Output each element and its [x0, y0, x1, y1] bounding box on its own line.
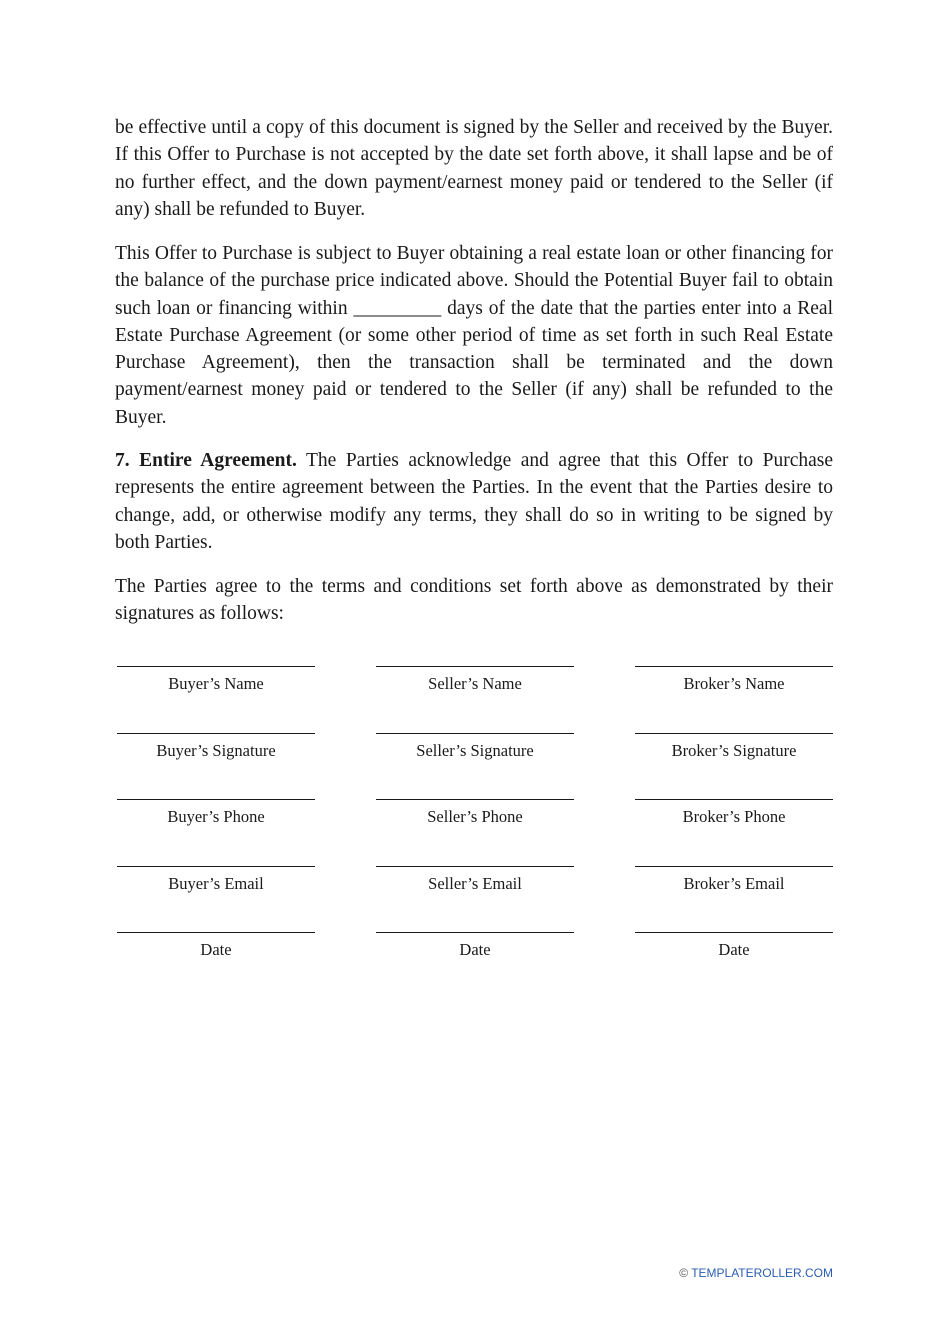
signature-line	[376, 799, 574, 800]
seller-name-field[interactable]	[376, 666, 574, 694]
buyer-name-field[interactable]	[117, 666, 315, 694]
signature-label: Buyer’s Signature	[156, 741, 276, 760]
paragraph-entire-agreement	[115, 447, 833, 556]
seller-email-field[interactable]	[376, 866, 574, 894]
signature-label: Seller’s Signature	[416, 741, 534, 760]
signature-label: Seller’s Phone	[427, 807, 523, 826]
buyer-date-field[interactable]	[117, 932, 315, 960]
signature-line	[376, 866, 574, 867]
signature-label: Seller’s Email	[428, 874, 522, 893]
signature-label: Seller’s Name	[428, 674, 522, 693]
signature-label: Buyer’s Name	[168, 674, 264, 693]
paragraph-offer-lapse: be effective until a copy of this document is signed by the Seller and received by the Buyer. If this Offer to Purchase is not accepted by the date set forth above, it shall lapse and be of no further effect, and the down payment/earnest money paid or tendered to the Seller (if any) shall be refunded to Buyer.	[115, 117, 833, 220]
signature-label: Date	[718, 940, 750, 959]
entire-agreement-body: The Parties acknowledge and agree that this Offer to Purchase represents the entire agreement between the Parties. In the event that the Parties desire to change, add, or otherwise modify any terms, they shall do so in writing to be signed by both Parties.	[115, 450, 833, 553]
signature-line	[376, 733, 574, 734]
signature-line	[635, 733, 833, 734]
signature-line	[376, 666, 574, 667]
footer-brand-link[interactable]: TEMPLATEROLLER.COM	[691, 1266, 833, 1280]
signature-line	[635, 666, 833, 667]
paragraph-signatures-intro: The Parties agree to the terms and conditions set forth above as demonstrated by their signatures as follows:	[115, 576, 833, 625]
signature-line	[117, 733, 315, 734]
broker-phone-field[interactable]	[635, 799, 833, 827]
signature-line	[117, 932, 315, 933]
broker-date-field[interactable]	[635, 932, 833, 960]
signature-label: Broker’s Signature	[671, 741, 797, 760]
seller-signature-field[interactable]	[376, 733, 574, 761]
buyer-email-field[interactable]	[117, 866, 315, 894]
broker-name-field[interactable]	[635, 666, 833, 694]
signature-line	[117, 866, 315, 867]
paragraph-financing-contingency: This Offer to Purchase is subject to Buyer obtaining a real estate loan or other financing for the balance of the purchase price indicated above. Should the Potential Buyer fail to obtain such loan or financing within _________ days of the date that the parties enter into a Real Estate Purchase Agreement (or some other period of time as set forth in such Real Estate Purchase Agreement), then the transaction shall be terminated and the down payment/earnest money paid or tendered to the Seller (if any) shall be refunded to the Buyer.	[115, 243, 833, 428]
broker-signature-field[interactable]	[635, 733, 833, 761]
signature-line	[117, 666, 315, 667]
buyer-signature-field[interactable]	[117, 733, 315, 761]
footer-watermark[interactable]	[679, 1266, 833, 1280]
signature-line	[117, 799, 315, 800]
section-heading-entire-agreement: 7. Entire Agreement.	[115, 450, 297, 471]
signature-line	[635, 932, 833, 933]
broker-email-field[interactable]	[635, 866, 833, 894]
buyer-phone-field[interactable]	[117, 799, 315, 827]
seller-date-field[interactable]	[376, 932, 574, 960]
signature-label: Broker’s Phone	[682, 807, 786, 826]
signature-line	[376, 932, 574, 933]
signature-line	[635, 866, 833, 867]
signature-label: Broker’s Email	[683, 874, 785, 893]
signature-label: Broker’s Name	[683, 674, 785, 693]
copyright-icon: ©	[679, 1266, 689, 1280]
signature-line	[635, 799, 833, 800]
signature-label: Buyer’s Email	[168, 874, 264, 893]
signature-label: Buyer’s Phone	[167, 807, 265, 826]
seller-phone-field[interactable]	[376, 799, 574, 827]
signature-label: Date	[459, 940, 491, 959]
signature-label: Date	[200, 940, 232, 959]
